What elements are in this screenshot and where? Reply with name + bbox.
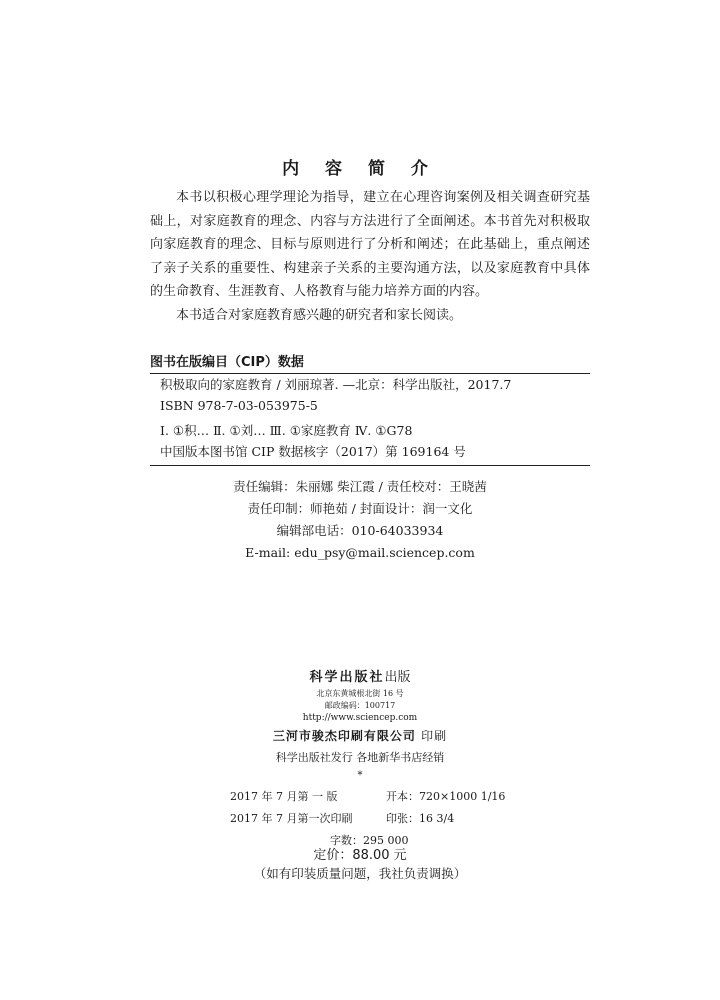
quality-notice: （如有印装质量问题，我社负责调换）: [253, 866, 467, 881]
credit-editors: 责任编辑：朱丽娜 柴江霞 / 责任校对：王晓茜: [233, 479, 487, 494]
spec-edition: 2017 年 7 月第 一 版: [230, 790, 338, 803]
spec-row: [230, 786, 510, 808]
cip-body: [150, 374, 590, 462]
separator-star: *: [357, 770, 363, 781]
publisher-name: 科学出版社: [309, 670, 385, 685]
credit-email: E-mail: edu_psy@mail.sciencep.com: [245, 545, 475, 560]
cip-line-isbn: ISBN 978-7-03-053975-5: [160, 398, 318, 413]
printer-line: [0, 725, 720, 747]
credit-printing: 责任印制：师艳茹 / 封面设计：润一文化: [247, 501, 473, 516]
summary-paragraph: 本书适合对家庭教育感兴趣的研究者和家长阅读。: [176, 307, 463, 323]
spec-sheets: 印张：16 3/4: [386, 812, 455, 825]
publisher-address: 北京东黄城根北街 16 号: [316, 689, 404, 698]
summary-text: [150, 186, 590, 327]
cip-line-classification: Ⅰ. ①积… Ⅱ. ①刘… Ⅲ. ①家庭教育 Ⅳ. ①G78: [160, 423, 413, 438]
spec-word-count: 字数：295 000: [330, 834, 409, 847]
cip-heading: 图书在版编目（CIP）数据: [150, 353, 590, 374]
specs-block: [230, 786, 510, 852]
summary-title: 内 容 简 介: [282, 159, 438, 179]
printer-suffix: 印刷: [421, 729, 448, 743]
summary-paragraph: 本书以积极心理学理论为指导，建立在心理咨询案例及相关调查研究基础上，对家庭教育的理念、内容与方法进行了全面阐述。本书首先对积极取向家庭教育的理念、目标与原则进行了分析和阐述；在此基础上，重点阐述了亲子关系的重要性、构建亲子关系的主要沟通方法，以及家庭教育中具体的生命教育、生涯教育、人格教育与能力培养方面的内容。: [150, 190, 590, 299]
cip-bottom-rule: [150, 462, 590, 466]
credits: [0, 476, 720, 564]
price: 定价：88.00 元: [313, 848, 407, 863]
cip-block: [150, 353, 590, 466]
spec-printing: 2017 年 7 月第一次印刷: [230, 812, 353, 825]
credit-phone: 编辑部电话：010-64033934: [276, 523, 444, 538]
distribution-line: 科学出版社发行 各地新华书店经销: [275, 751, 445, 764]
spec-row: [230, 808, 510, 830]
publisher-name-suffix: 出版: [384, 670, 411, 685]
publisher-url: http://www.sciencep.com: [302, 713, 418, 723]
printer-name: 三河市骏杰印刷有限公司: [272, 729, 416, 743]
spec-format: 开本：720×1000 1/16: [386, 790, 506, 803]
cip-line-record: 中国版本图书馆 CIP 数据核字（2017）第 169164 号: [160, 444, 466, 459]
publisher-name-line: [0, 668, 720, 688]
cip-line-title: 积极取向的家庭教育 / 刘丽琼著. —北京：科学出版社，2017.7: [160, 377, 512, 392]
publisher-block: [0, 668, 720, 783]
publisher-postcode: 邮政编码：100717: [324, 701, 396, 710]
